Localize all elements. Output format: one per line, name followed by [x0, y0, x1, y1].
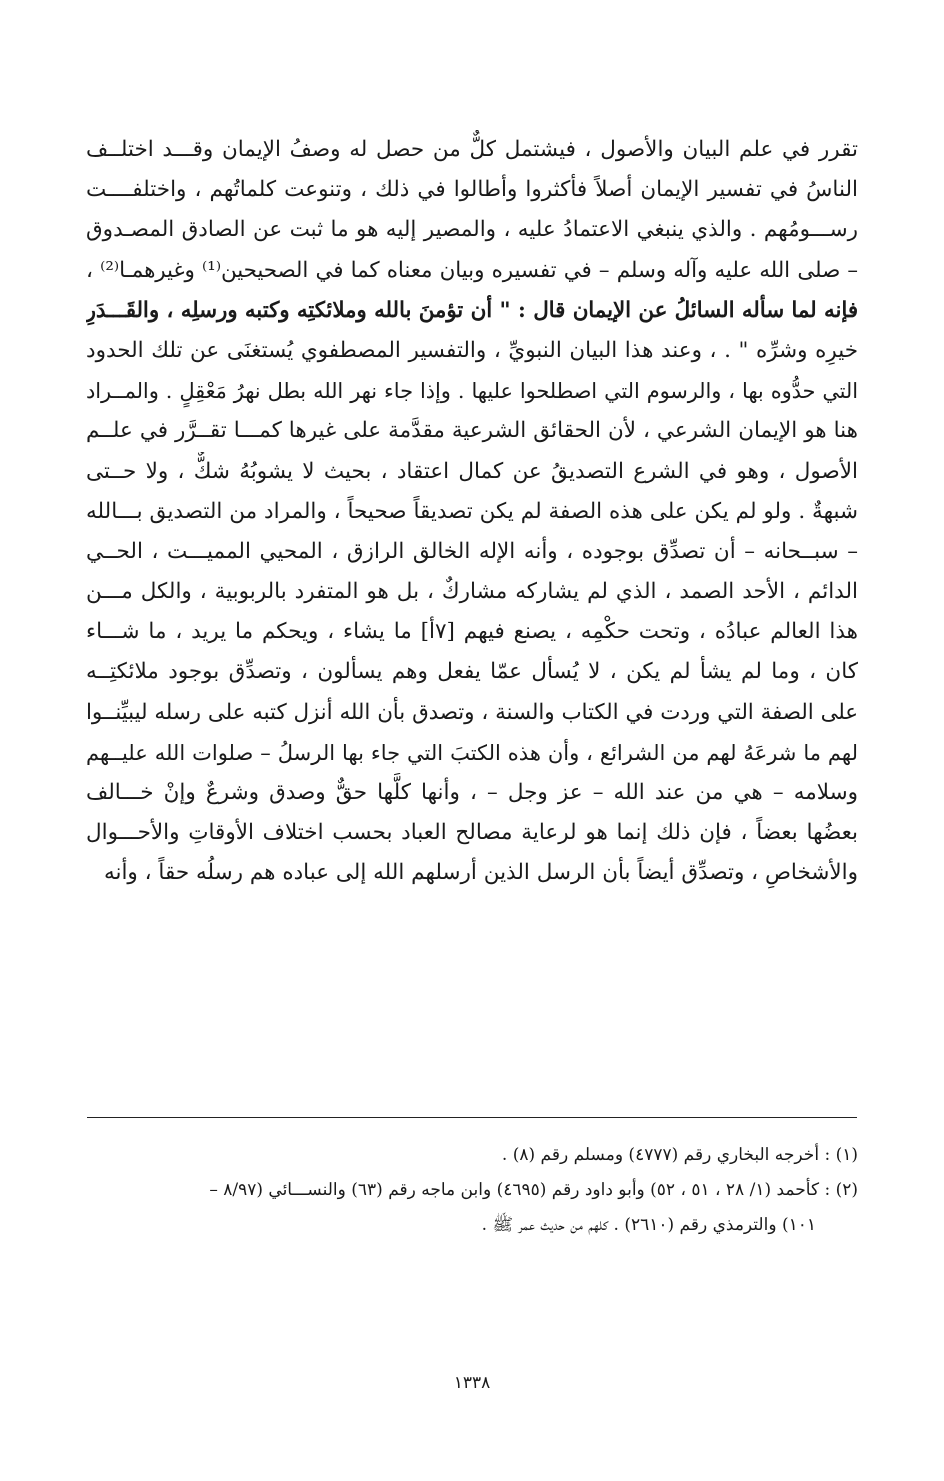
page-number: ١٣٣٨ [453, 1373, 491, 1393]
text-line-8: هنا هو الإيمان الشرعي ، لأن الحقائق الشرعية مقدَّمة على غيرها كمـــا تقــرَّر في علــم [86, 418, 858, 444]
text-line-19: والأشخاصِ ، وتصدِّق أيضاً بأن الرسل الذين أرسلهم الله إلى عباده هم رسلُه حقاً ، وأنه [103, 860, 858, 886]
text-line-15: على الصفة التي وردت في الكتاب والسنة ، وتصدق بأن الله أنزل كتبه على رسله ليبيِّنــوا [86, 699, 858, 725]
text-line-4: – صلى الله عليه وآله وسلم – في تفسيره وبيان معناه كما في الصحيحين⁽¹⁾ وغيرهمـا⁽²⁾ ، [86, 257, 858, 283]
text-line-11: – سبــحانه – أن تصدِّق بوجوده ، وأنه الإله الخالق الرازق ، المحيي المميـــت ، الحــي [86, 538, 858, 564]
text-line-1: تقرر في علم البيان والأصول ، فيشتمل كلٌّ من حصل له وصفُ الإيمان وقـــد اختلــف [86, 137, 858, 162]
footnote-2: (٢) : كأحمد (١/ ٢٨ ، ٥١ ، ٥٢) وأبو داود رقم (٤٦٩٥) وابن ماجه رقم (٦٣) والنســـائي (٨/٩٧ – [209, 1180, 858, 1200]
footnote-divider [87, 1117, 857, 1118]
text-line-2: الناسُ في تفسير الإيمان أصلاً فأكثروا وأطالوا في ذلك ، وتنوعت كلماتُهم ، واختلفــــت [86, 177, 858, 203]
footnote-1: (١) : أخرجه البخاري رقم (٤٧٧٧) ومسلم رقم (٨) . [501, 1145, 858, 1165]
text-line-16: لهم ما شرعَهُ لهم من الشرائع ، وأن هذه الكتبَ التي جاء بها الرسلُ – صلوات الله عليــهم [86, 740, 858, 765]
text-line-5: فإنه لما سأله السائلُ عن الإيمان قال : " أن تؤمنَ بالله وملائكتِه وكتبه ورسلِه ، والقَـــدَرِ [86, 297, 858, 323]
text-line-14: كان ، وما لم يشأ لم يكن ، لا يُسأل عمّا يفعل وهم يسألون ، وتصدِّق بوجود ملائكتِــه [86, 659, 858, 685]
text-line-18: بعضُها بعضاً ، فإن ذلك إنما هو لرعاية مصالح العباد بحسب اختلاف الأوقاتِ والأحـــوال [86, 820, 858, 846]
text-line-13: هذا العالم عبادُه ، وتحت حكْمِه ، يصنع فيهم [٧أ] ما يشاء ، ويحكم ما يريد ، ما شـــاء [86, 619, 858, 645]
text-line-6: خيرِه وشرِّه " . ، وعند هذا البيان النبويِّ ، والتفسير المصطفوي يُستغنَى عن تلك الحدود [86, 337, 858, 363]
text-line-10: شبهةٌ . ولو لم يكن على هذه الصفة لم يكن تصديقاً صحيحاً ، والمراد من التصديق بـــالله [86, 498, 858, 524]
main-text-block [86, 130, 858, 894]
text-line-12: الدائم ، الأحد الصمد ، الذي لم يشاركه مشاركٌ ، بل هو المتفرد بالربوبية ، والكل مـــن [86, 579, 858, 605]
text-line-3: رســـومُهم . والذي ينبغي الاعتمادُ عليه ، والمصير إليه هو ما ثبت عن الصادق المصـدوق [86, 217, 858, 243]
footnotes-block [86, 1138, 858, 1243]
text-line-7: التي حدُّوه بها ، والرسوم التي اصطلحوا عليها . وإذا جاء نهر الله بطل نهرُ مَعْقِلٍ . والمــراد [86, 379, 858, 404]
footnote-2-continued: ١٠١) والترمذي رقم (٢٦١٠) . كلهم من حديث عمر ﷺ . [481, 1215, 816, 1235]
text-line-17: وسلامه – هي من عند الله – عز وجل – ، وأنها كلَّها حقٌّ وصدق وشرعٌ وإنْ خـــالف [86, 780, 858, 805]
text-line-9: الأصول ، وهو في الشرع التصديقُ عن كمال اعتقاد ، بحيث لا يشوبُهُ شكٌّ ، ولا حــتى [86, 458, 858, 484]
